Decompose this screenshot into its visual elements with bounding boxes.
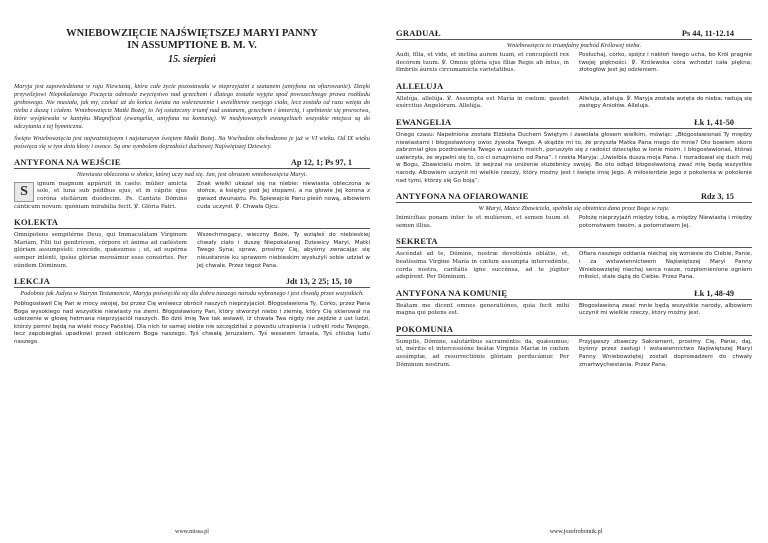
section-heading: KOLEKTA	[14, 217, 59, 228]
lesson-header	[14, 276, 370, 288]
section-reference: Łk 1, 41-50	[694, 117, 734, 127]
polish-text: Alleluja, alleluja. ℣. Maryja została wzięta do nieba: radują się zastępy Aniołów. Alleluja.	[579, 95, 752, 110]
section-heading: ANTYFONA NA WEJŚCIE	[14, 156, 121, 167]
introit-columns	[14, 181, 370, 211]
section-subtitle: W Maryi, Matce Zbawiciela, spełniła się obietnica dana przez Boga w raju.	[478, 205, 670, 213]
section-reference: Ap 12, 1; Ps 97, 1	[290, 157, 352, 167]
collect-header	[14, 217, 370, 229]
section-reference: Ps 44, 11-12.14	[681, 29, 734, 38]
section-heading: LEKCJA	[14, 276, 51, 287]
section-subtitle: Wniebowzięcie to triumfalny pochód Królowej nieba.	[506, 42, 642, 49]
polish-text: Posłuchaj, córko, spójrz i nakłoń twego ucha, bo Król pragnie twojej piękności. ℣. Królewska córa wchodzi cała piękna; złotogłów jest jej odzieniem.	[579, 52, 752, 74]
footer-url: www.jozefrobotnik.pl	[549, 529, 603, 535]
offertory-header	[396, 191, 752, 203]
latin-text: Audi, fília, et vide, et inclína aurem tuam, et concupíscit rex decórem tuum. ℣. Omnis glória ejus fíliæ Regis ab íntus, in fímbriis áureis circumamícta varietátibus.	[396, 52, 569, 74]
polish-text: Błogosławioną zwać mnie będą wszystkie narody, albowiem uczynił mi wielkie rzeczy, który możny jest.	[579, 302, 752, 317]
section-reference: Jdt 13, 2 25; 15, 10	[285, 277, 352, 287]
communion-header	[396, 288, 752, 300]
intro-paragraph-2: Święto Wniebowzięcia jest najważniejszym i najstarszym świętem Matki Bożej. Na Wschodzie obchodzono je już w VI wieku. Od IX wieku poświęca się w tym dniu kłosy i owoce. Są one symbolem dojrzałości duchowej Najświętszej Dziewicy.	[14, 134, 370, 150]
feast-title: WNIEBOWZIĘCIE NAJŚWIĘTSZEJ MARYI PANNY	[66, 28, 318, 39]
polish-text: Wszechmogący, wieczny Boże, Ty wziąłeś do niebieskiej chwały ciało i duszę Niepokalanej Dziewicy Maryi, Matki Twego Syna; spraw, prosimy Cię, abyśmy zwracając się nieustannie ku sprawom niebieskim wysłużyli sobie udział w Jej chwale. Przez tegoż Pana.	[197, 232, 370, 269]
postcommunion-header	[396, 324, 752, 336]
feast-latin-title: IN ASSUMPTIONE B. M. V.	[127, 40, 257, 51]
polish-text: Ofiara naszego oddania niechaj się wzniesie do Ciebie, Panie, i za wstawiennictwem Najświętszej Maryi Panny Wniebowziętej niechaj serca nasze, rozpłomienione ogniem miłości, stale dążą do Ciebie. Przez Pana.	[579, 251, 752, 281]
section-heading: SEKRETA	[396, 236, 438, 247]
section-heading: ALLELUJA	[396, 80, 444, 91]
section-subtitle: Podobnie jak Judyta w Starym Testamencie, Maryja poświęciła się dla dobra naszego narodu wybranego i jest chwałą przez wszystkich.	[20, 290, 364, 298]
section-reference: Łk 1, 48-49	[694, 288, 734, 298]
latin-text: Sumptis, Dómine, salutáribus sacraméntis: da, quǽsumus; ut, méritis et intercessióne beátæ Vírginis Maríæ in cœlum assúmptæ, ad resurrectiónis glóriam perducámur. Per Dóminum nostrum.	[396, 338, 569, 368]
polish-text: Znak wielki ukazał się na niebie: niewiasta obleczona w słońce, a księżyc pod Jej stopami, a na głowie Jej korona z gwiazd dwunastu. Ps. Śpiewajcie Panu pieśń nową, albowiem cuda uczynił. ℣. Chwała Ojcu.	[197, 180, 370, 210]
latin-text: Omnípotens sempitérne Deus, qui Immaculátam Vírginem Maríam, Fílii tui genitrícem, córpore et ánima ad cæléstem glóriam assumpsísti: concéde, quǽsumus ; ut, ad supérna semper inténti, ipsíus glóriæ mereámur esse consórtes. Per eúndem Dóminum.	[14, 232, 187, 269]
gradual-header	[396, 28, 752, 40]
communion-columns	[396, 303, 752, 318]
section-heading: EWANGELIA	[396, 116, 452, 127]
latin-text: Beátam me dicent omnes generatiónes, quia fecit mihi magna qui potens est.	[396, 302, 569, 317]
offertory-columns	[396, 215, 752, 230]
gospel-text: Onego czasu: Napełniona została Elżbieta Duchem Świętym i zawołała głosem wielkim, mówiąc: „Błogosławionaś Ty między niewiastami i błogosławiony owoc żywota Twego. A skądże mi to, że przyszła Matka Pana mego do mnie? Oto bowiem skoro zabrzmiał głos pozdrowienia Twego w uszach moich, poruszyło się z radości dzieciątko w łonie moim. I błogosławionaś, któraś uwierzyła, że wypełni się to, co ci oznajmiono od Pana”. I rzekła Maryja: „Uwielbia dusza moja Pana. I rozradował się duch mój w Bogu, Zbawicielu moim. Iż wejrzał na uniżenie służebnicy swojej. Bo oto odtąd błogosławioną zwać mię będą wszystkie narody. Albowiem uczynił mi wielkie rzeczy, który możny jest i święte imię Jego. A miłosierdzie jego z pokolenia w pokolenie nad tymi, którzy się Go boją”.	[396, 131, 752, 184]
right-page	[384, 0, 768, 543]
lesson-text: Pobłogosławił Cię Pan w mocy swojej, bo przez Cię wniwecz obrócił naszych nieprzyjaciół. Błogosławiona Ty, Córko, przez Pana Boga wysokiego nad wszystkie niewiasty na ziemi. Błogosławiony Pan, który stworzył niebo i ziemię, który Cię skierował na uderzenie w głowę hetmana nieprzyjaciół naszych. Bo dziś imię Twe tak wsławił, iż chwała Twa nigdy nie zejdzie z ust ludzi, którzy pomni będą na wieki mocy Pańskiej. Dla nich to samej siebie nie szczędziłaś z powodu utrapienia i udręki rodu Twojego, lecz zapobiegłaś upadkowi przed obliczem Boga naszego. Tyś chwałą Jeruzalem, Tyś weselem Izraela, Tyś chlubą ludu naszego.	[14, 301, 370, 346]
collect-columns	[14, 232, 370, 270]
section-subtitle: Niewiasta obleczona w słońce, której uczy nad się. Jan, jest obrazem wniebowzięcia Maryi.	[76, 170, 308, 178]
polish-text: Położę nieprzyjaźń między tobą, a między Niewiastą i między potomstwem twoim, a potomstwem Jej.	[579, 215, 752, 229]
section-reference: Rdz 3, 15	[701, 192, 734, 202]
secret-header	[396, 236, 752, 248]
feast-date: 15. sierpień	[168, 54, 216, 65]
alleluia-columns	[396, 96, 752, 111]
introit-latin: ignum magnum appáruit in caelo: múlier amícta sole, et luna sub pédibus ejus, et in cápite ejus coróna stellárum duódecim. Ps. Cantáte Dómino cánticum novum: quóniam mirabília fecit. ℣. Glória Patri.	[14, 180, 187, 210]
section-heading: ANTYFONA NA KOMUNIĘ	[396, 287, 508, 298]
introit-header	[14, 157, 370, 169]
section-heading: ANTYFONA NA OFIAROWANIE	[396, 191, 529, 202]
section-heading: GRADUAŁ	[396, 28, 441, 38]
section-heading: POKOMUNIA	[396, 323, 454, 334]
latin-text	[14, 181, 187, 211]
gospel-header	[396, 117, 752, 129]
latin-text: Ascéndat ad te, Dómine, nostræ devotiónis oblátio, et, beatíssima Vírgine María in cœlum assumpta intercedénte, corda nostra, caritátis igne succénsa, ad te júgiter adspírent. Per Dóminum.	[396, 251, 569, 281]
polish-text: Przyjąwszy zbawczy Sakrament, prosimy Cię, Panie, daj, byśmy przez zasługi i wstawiennictwo Najświętszej Maryi Panny Wniebowziętej zostali doprowadzeni do chwały zmartwychwstania. Przez Pana.	[579, 338, 752, 368]
secret-columns	[396, 251, 752, 281]
drop-cap: S	[14, 182, 34, 202]
gradual-columns	[396, 52, 752, 75]
latin-text: Inimicítias ponam inter te et mulíerem, et semen tuum et semen illíus.	[396, 215, 569, 229]
intro-paragraph: Maryja jest zapowiedziana w raju Niewiastą, która całe życie pozostawała w nieprzyjaźni z szatanem (antyfona na ofiarowanie). Dzięki przywilejowi Niepokalanego Poczęcia odniosła zwycięstwo nad grzechem i dlatego została wyjęta spod powszechnego prawa rozkładu grobowego. Nie musiała, jak my, czekać aż do końca świata na wskrzeszenie i uwielbienie swojego ciała, lecz została od razu wzięta do nieba z duszą i ciałem. Wniebowzięcie Matki Bożej, to Jej ostateczny triumf nad szatanem, grzechem i śmiercią, i spełnienie się proroctwa, które wyśpiewała w kantyku Magnificat (ewangelia, antyfona na komunię). W medytowanych ewangeliach wszystkie miejsca są do odczytania z tej hymniczna.	[14, 83, 370, 131]
latin-text: Allelúja, allelúja. ℣. Assumpta est María in cœlum: gaudet exércitus Angelórum. Allelúja.	[396, 95, 569, 110]
postcommunion-columns	[396, 339, 752, 369]
alleluia-header	[396, 81, 752, 93]
footer-url: www.missa.pl	[175, 529, 209, 535]
